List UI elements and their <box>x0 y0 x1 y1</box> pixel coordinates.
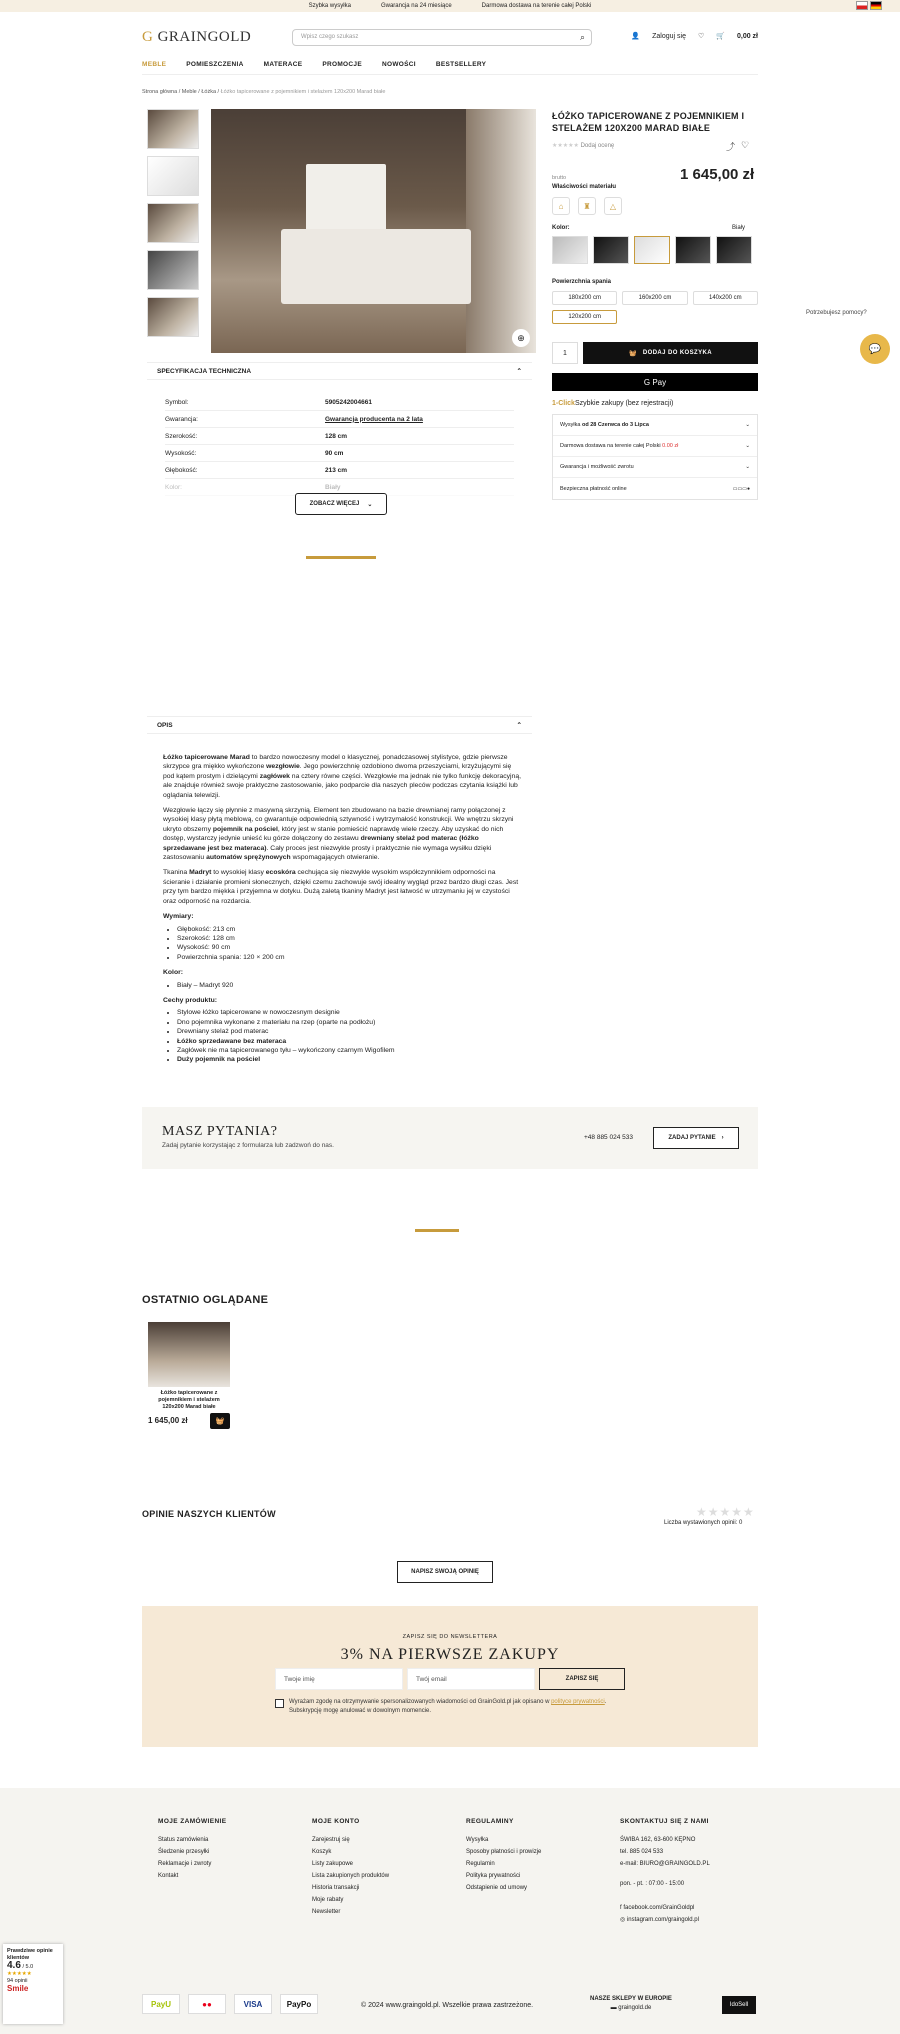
size-option[interactable]: 160x200 cm <box>622 291 687 305</box>
footer-link[interactable]: Wysyłka <box>466 1837 489 1843</box>
quantity-input[interactable]: 1 <box>552 342 578 364</box>
list-item: • Powierzchnia spania: 120 × 200 cm <box>177 953 523 962</box>
heart-icon[interactable]: ♡ <box>741 140 750 150</box>
instagram-icon: ◎ <box>620 1917 626 1923</box>
footer-link[interactable]: Historia transakcji <box>312 1885 360 1891</box>
info-row[interactable]: Wysyłka od 28 Czerwca do 3 Lipca ⌄ <box>553 415 757 436</box>
idosell-logo[interactable]: IdoSell <box>722 1996 756 2014</box>
newsletter-title: 3% NA PIERWSZE ZAKUPY <box>340 1646 560 1663</box>
search-icon[interactable]: ⌕ <box>579 32 585 42</box>
list-item: • Biały – Madryt 920 <box>177 981 523 990</box>
material-icon[interactable]: △ <box>604 197 622 215</box>
topbar-item: Gwarancja na 24 miesiące <box>380 3 452 9</box>
chevron-down-icon: ⌄ <box>745 422 750 428</box>
main-nav <box>142 61 486 68</box>
footer-col: MOJE ZAMÓWIENIE Status zamówienia Śledzenie przesyłki Reklamacje i zwroty Kontakt <box>158 1816 226 1882</box>
flag-pl-icon[interactable] <box>856 1 868 10</box>
footer-link[interactable]: Reklamacje i zwroty <box>158 1861 212 1867</box>
paypo-logo: PayPo <box>280 1994 318 2014</box>
size-label: Powierzchnia spania <box>552 279 612 285</box>
heart-icon[interactable]: ♡ <box>697 33 705 40</box>
spec-row: Gwarancja: Gwarancja producenta na 2 lata <box>165 411 514 428</box>
payment-icons: ▭▭▭● <box>732 485 750 492</box>
thumbnail[interactable] <box>147 203 199 243</box>
basket-icon[interactable]: 🧺 <box>210 1413 230 1429</box>
star-icon: ★★★★★ <box>7 1971 32 1977</box>
subscribe-button[interactable]: ZAPISZ SIĘ <box>539 1668 625 1690</box>
breadcrumb-current: Łóżko tapicerowane z pojemnikiem i stelażem 120x200 Marad białe <box>220 89 386 95</box>
divider <box>415 1229 459 1232</box>
info-row[interactable]: Darmowa dostawa na terenie całej Polski 0.00 zł ⌄ <box>553 436 757 457</box>
thumbnail-list <box>147 109 203 344</box>
payment-logos <box>142 1994 318 2014</box>
nav-item-bestsellery[interactable]: BESTSELLERY <box>435 61 487 68</box>
size-option[interactable]: 120x200 cm <box>552 310 617 324</box>
login-link[interactable]: Zaloguj się <box>652 32 686 40</box>
google-pay-button[interactable]: G Pay <box>552 373 758 391</box>
top-bar <box>0 0 900 12</box>
add-to-cart-button[interactable]: 🧺 DODAJ DO KOSZYKA <box>583 342 758 364</box>
spec-row: Kolor: Biały <box>165 479 514 496</box>
star-icon: ★★★★★ <box>552 143 579 149</box>
basket-icon: 🧺 <box>629 350 637 357</box>
description-header[interactable]: OPIS ⌃ <box>147 716 532 734</box>
spec-row: Szerokość: 128 cm <box>165 428 514 445</box>
ask-question-button[interactable]: ZADAJ PYTANIE › <box>653 1127 739 1149</box>
write-review-button[interactable]: NAPISZ SWOJĄ OPINIĘ <box>397 1561 493 1583</box>
breadcrumb: Strona główna / Meble / Łóżka / Łóżko tapicerowane z pojemnikiem i stelażem 120x200 Marad białe <box>142 89 386 95</box>
chevron-up-icon: ⌃ <box>516 368 522 375</box>
email-field[interactable]: Twój email <box>407 1668 535 1690</box>
footer-col: SKONTAKTUJ SIĘ Z NAMI ŚWIBA 162, 63-600 KĘPNO tel. 885 024 533 e-mail: BIURO@GRAINGOLD.PL pon. - pt. : 07:00 - 15:00 f facebook.com/GrainGoldpl ◎ instagram.com/graingold.pl <box>620 1816 710 1926</box>
payu-logo: PayU <box>142 1994 180 2014</box>
cart-total[interactable]: 0,00 zł <box>736 32 758 40</box>
rating[interactable]: ★★★★★ Dodaj ocenę <box>552 143 615 149</box>
color-value: Biały <box>732 225 746 231</box>
see-more-button[interactable]: ZOBACZ WIĘCEJ ⌄ <box>295 493 387 515</box>
name-field[interactable]: Twoje imię <box>275 1668 403 1690</box>
thumbnail[interactable] <box>147 250 199 290</box>
chevron-right-icon: › <box>721 1135 724 1141</box>
footer-link[interactable]: Listy zakupowe <box>312 1861 354 1867</box>
questions-title: MASZ PYTANIA? <box>162 1124 278 1139</box>
list-item: • Wysokość: 90 cm <box>177 943 523 952</box>
recent-product-card[interactable] <box>148 1322 230 1425</box>
product-title: ŁÓŻKO TAPICEROWANE Z POJEMNIKIEM I STELAŻEM 120X200 MARAD BIAŁE <box>552 111 745 133</box>
consent-checkbox[interactable]: Wyrażam zgodę na otrzymywanie spersonalizowanych wiadomości od GrainGold.pl jak opisano w polityce prywatności. Subskrypcję mogę anulować w dowolnym momencie. <box>275 1698 635 1716</box>
mastercard-logo: ●● <box>188 1994 226 2014</box>
reviews-count: Liczba wystawionych opinii: 0 <box>664 1520 743 1526</box>
star-icon: ★★★★★ <box>696 1505 755 1519</box>
footer <box>0 1788 900 2034</box>
chevron-up-icon: ⌃ <box>516 722 522 729</box>
size-options <box>552 291 758 324</box>
product-main-image[interactable] <box>211 109 536 353</box>
thumbnail[interactable] <box>147 156 199 196</box>
reviews-widget[interactable]: Prawdziwe opinie klientów 4.6 / 5.0 ★★★★★ 94 opinii Smile <box>3 1944 63 2024</box>
footer-link[interactable]: Kontakt <box>158 1873 179 1879</box>
list-item: • Łóżko sprzedawane bez materaca <box>177 1037 523 1046</box>
color-swatch[interactable] <box>675 236 711 264</box>
nav-item-promocje[interactable]: PROMOCJE <box>322 61 362 68</box>
newsletter-section <box>142 1606 758 1747</box>
questions-banner <box>142 1107 758 1169</box>
description-section <box>147 716 532 734</box>
material-icon[interactable]: ♜ <box>578 197 596 215</box>
color-swatches <box>552 236 752 264</box>
footer-col: REGULAMINY Wysyłka Sposoby płatności i prowizje Regulamin Polityka prywatności Odstąpienie od umowy <box>466 1816 541 1894</box>
breadcrumb-link[interactable]: Strona główna <box>142 89 178 95</box>
recent-product-price: 1 645,00 zł <box>148 1416 188 1425</box>
price-note: brutto <box>552 175 567 181</box>
share-icon[interactable]: ⤴ <box>726 142 736 152</box>
footer-link[interactable]: Newsletter <box>312 1909 341 1915</box>
color-swatch[interactable] <box>552 236 588 264</box>
color-label: Kolor: <box>552 225 570 231</box>
info-row[interactable]: Bezpieczna płatność online ▭▭▭● <box>560 485 750 492</box>
facebook-icon: f <box>620 1905 622 1911</box>
color-swatch[interactable] <box>593 236 629 264</box>
reviews-title: OPINIE NASZYCH KLIENTÓW <box>142 1509 276 1519</box>
material-icon[interactable]: ⌂ <box>552 197 570 215</box>
spec-section <box>147 362 532 496</box>
breadcrumb-link[interactable]: Meble <box>181 89 197 95</box>
footer-link[interactable]: Regulamin <box>466 1861 495 1867</box>
breadcrumb-link[interactable]: Łóżka <box>201 89 217 95</box>
list-item: • Szerokość: 128 cm <box>177 934 523 943</box>
info-row[interactable]: Gwarancja i możliwość zwrotu ⌄ <box>553 457 757 478</box>
zoom-icon[interactable]: ⊕ <box>512 329 530 347</box>
cart-icon[interactable]: 🛒 <box>716 33 725 40</box>
flag-de-icon: ▬ <box>610 2005 617 2011</box>
logo[interactable]: G GRAINGOLD <box>142 29 252 45</box>
visa-logo: VISA <box>234 1994 272 2014</box>
recent-product-image[interactable] <box>148 1322 230 1387</box>
footer-link[interactable]: Odstąpienie od umowy <box>466 1885 528 1891</box>
list-item: • Głębokość: 213 cm <box>177 925 523 934</box>
chevron-down-icon: ⌄ <box>745 464 750 470</box>
spec-header[interactable]: SPECYFIKACJA TECHNICZNA ⌃ <box>147 362 532 380</box>
color-swatch[interactable] <box>716 236 752 264</box>
nav-divider <box>142 74 758 75</box>
list-item: • Stylowe łóżko tapicerowane w nowoczesnym designie <box>177 1008 523 1017</box>
product-price: 1 645,00 zł <box>680 166 755 183</box>
recently-viewed-title: OSTATNIO OGLĄDANE <box>142 1294 269 1306</box>
footer-link[interactable]: Śledzenie przesyłki <box>158 1849 210 1855</box>
footer-link[interactable]: Lista zakupionych produktów <box>312 1873 390 1879</box>
one-click-link[interactable]: 1-ClickSzybkie zakupy (bez rejestracji) <box>552 400 674 407</box>
flag-de-icon[interactable] <box>870 1 882 10</box>
footer-link[interactable]: Moje rabaty <box>312 1897 344 1903</box>
footer-col: MOJE KONTO Zarejestruj się Koszyk Listy zakupowe Lista zakupionych produktów Historia transakcji Moje rabaty Newsletter <box>312 1816 389 1918</box>
phone-number[interactable]: +48 885 024 533 <box>584 1134 633 1141</box>
questions-subtitle: Zadaj pytanie korzystając z formularza lub zadzwoń do nas. <box>162 1142 334 1149</box>
copyright: © 2024 www.graingold.pl. Wszelkie prawa zastrzeżone. <box>361 2002 534 2009</box>
chat-icon[interactable]: 💬 <box>860 334 890 364</box>
footer-link[interactable]: Sposoby płatności i prowizje <box>466 1849 542 1855</box>
nav-item-nowosci[interactable]: NOWOŚCI <box>381 61 416 68</box>
divider <box>306 556 376 559</box>
spec-row: Wysokość: 90 cm <box>165 445 514 462</box>
list-item: • Zagłówek nie ma tapicerowanego tyłu – wykończony czarnym Wigofilem <box>177 1046 523 1055</box>
list-item: • Duży pojemnik na pościel <box>177 1055 523 1064</box>
info-accordion <box>552 414 758 500</box>
thumbnail[interactable] <box>147 297 199 337</box>
recent-product-name[interactable]: Łóżko tapicerowane z pojemnikiem i stelażem 120x200 Marad białe <box>158 1390 220 1410</box>
nav-item-meble[interactable]: MEBLE <box>142 61 167 68</box>
stores: NASZE SKLEPY W EUROPIE ▬ graingold.de <box>590 1996 672 2011</box>
topbar-item: Darmowa dostawa na terenie całej Polski <box>481 3 592 9</box>
chevron-down-icon: ⌄ <box>367 501 373 508</box>
footer-link[interactable]: Polityka prywatności <box>466 1873 521 1879</box>
spec-row: Głębokość: 213 cm <box>165 462 514 479</box>
facebook-link[interactable]: f facebook.com/GrainGoldpl <box>620 1905 695 1911</box>
topbar-item: Szybka wysyłka <box>308 3 351 9</box>
search-input[interactable]: Wpisz czego szukasz ⌕ <box>292 29 592 46</box>
footer-link[interactable]: Zarejestruj się <box>312 1837 350 1843</box>
footer-link[interactable]: Koszyk <box>312 1849 332 1855</box>
description-text: Łóżko tapicerowane Marad to bardzo nowoczesny model o klasycznej, ponadczasowej stylistyce, gdzie pierwsze skrzypce gra miękko wykończone wezgłowie. Jego powierzchnię ozdobiono dwoma przeszyciami, krzyżującymi się pod kątem prostym i dzielącymi zagłówek na cztery równe części. Wezgłowie ma jednak nie tylko funkcję dekoracyjną, ale znajduje również swoje praktyczne zastosowanie, jako podparcie dla naszych pleców podczas czytania książki lub oglądania telewizji. Wezgłowie łączy się płynnie z masywną skrzynią. Element ten zbudowano na bazie drewnianej ramy połączonej z wysokiej klasy płytą meblową, co gwarantuje odpowiednią sztywność i wytrzymałość konstrukcji. We wnętrzu skrzyni ukryto obszerny pojemnik na pościel, który jest w stanie pomieścić naprawdę wiele rzeczy. Aby uzyskać do nich dostęp, wystarczy jedynie unieść ku górze dołączony do zestawu drewniany stelaż pod materac (łóżko sprzedawane jest bez materaca). Cały proces jest niezwykle prosty i praktycznie nie wymaga wysiłku dzięki zastosowaniu automatów sprężynowych wspomagających otwieranie. Tkanina Madryt to wysokiej klasy ecoskóra cechująca się niezwykle wysokim współczynnikiem odporności na ścieranie i działanie promieni słonecznych, dzięki czemu zachowuje swój idealny wygląd przez bardzo długi czas. Jest przy tym bardzo miękka i przyjemna w dotyku. Dużą zaletą tkaniny Madryt jest łatwość w utrzymaniu jej w czystości oraz odporność na rozdarcia. Wymiary: • Głębokość: 213 cm • Szerokość: 128 cm • Wysokość: 90 cm • Powierzchnia spania: 120 × 200 cm Kolor: • Biały – Madryt 920 Cechy produktu: • Stylowe łóżko tapicerowane w nowoczesnym designie • Dno pojemnika wykonane z materiału na rzep (oparte na podłożu) • Drewniany stelaż pod materac • Łóżko sprzedawane bez materaca • Zagłówek nie ma tapicerowanego tyłu – wykończony czarnym Wigofilem • Duży pojemnik na pościel <box>163 753 523 1071</box>
material-props-label: Właściwości materiału <box>552 184 617 190</box>
header <box>142 26 758 52</box>
spec-row: Symbol: 5905242004661 <box>165 394 514 411</box>
thumbnail[interactable] <box>147 109 199 149</box>
checkbox[interactable] <box>275 1699 284 1708</box>
instagram-link[interactable]: ◎ instagram.com/graingold.pl <box>620 1917 699 1923</box>
user-icon[interactable]: 👤 <box>631 33 641 40</box>
newsletter-small: ZAPISZ SIĘ DO NEWSLETTERA <box>402 1634 498 1640</box>
size-option[interactable]: 180x200 cm <box>552 291 617 305</box>
color-swatch[interactable] <box>634 236 670 264</box>
footer-link[interactable]: Status zamówienia <box>158 1837 209 1843</box>
size-option[interactable]: 140x200 cm <box>693 291 758 305</box>
chevron-down-icon: ⌄ <box>745 443 750 449</box>
store-link[interactable]: ▬ graingold.de <box>610 2005 652 2011</box>
help-text: Potrzebujesz pomocy? <box>806 310 867 316</box>
list-item: • Drewniany stelaż pod materac <box>177 1027 523 1036</box>
nav-item-materace[interactable]: MATERACE <box>263 61 303 68</box>
privacy-link[interactable]: polityce prywatności <box>551 1699 605 1705</box>
nav-item-pomieszczenia[interactable]: POMIESZCZENIA <box>186 61 244 68</box>
list-item: • Dno pojemnika wykonane z materiału na rzep (oparte na podłożu) <box>177 1018 523 1027</box>
